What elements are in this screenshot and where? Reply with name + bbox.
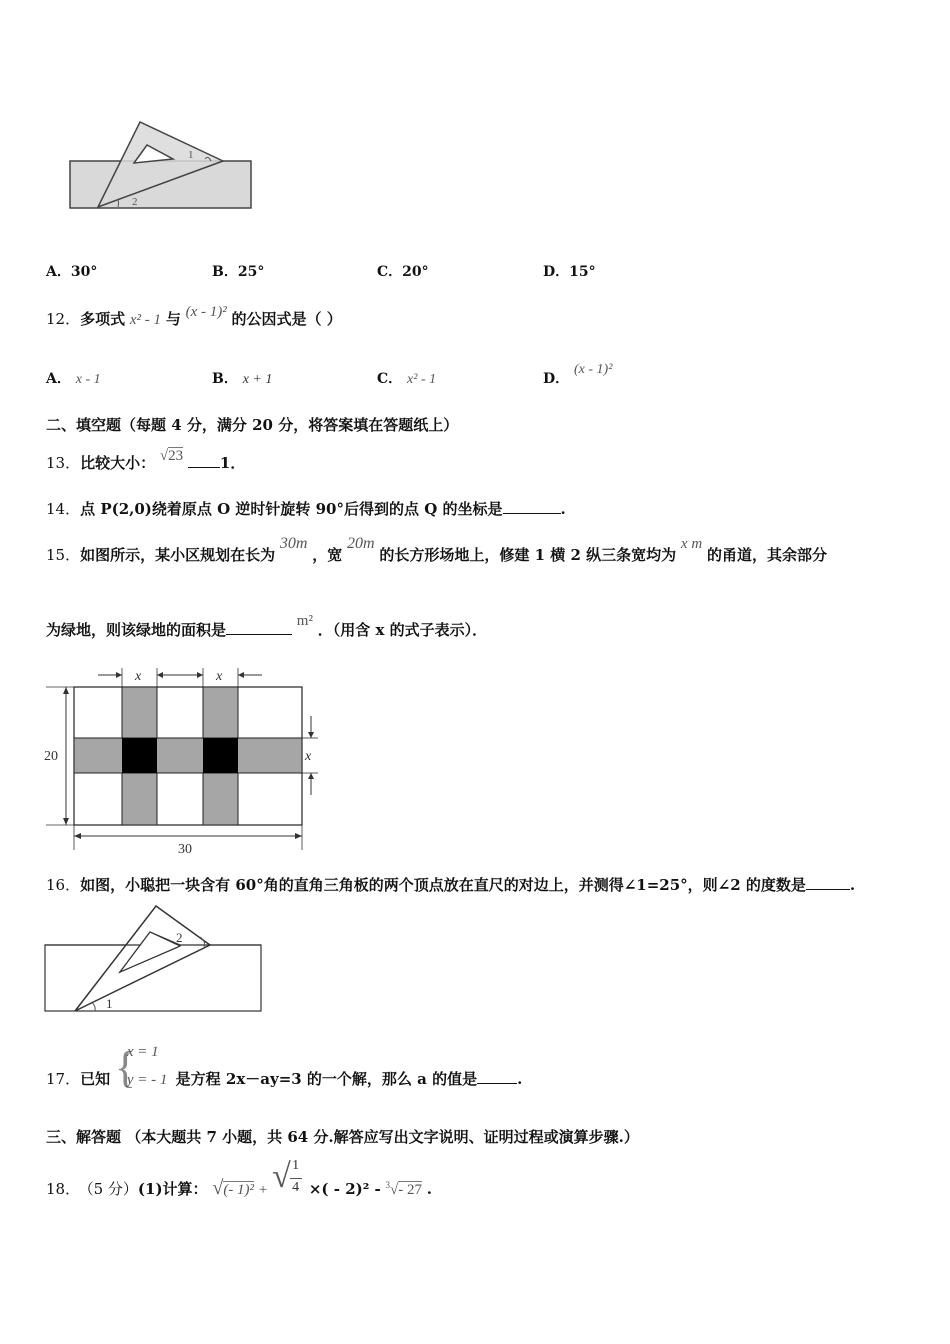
q11-option-b[interactable]: B．25° <box>212 264 265 280</box>
q11-option-a[interactable]: A．30° <box>46 264 98 280</box>
question-13: 13．比较大小： √23 1． <box>46 448 246 472</box>
q16-angle-2-label: 2 <box>176 930 183 945</box>
question-16: 16．如图，小聪把一块含有 60°角的直角三角板的两个顶点放在直尺的对边上，并测得∠1=25°，则∠2 的度数是 . <box>46 876 856 894</box>
question-14: 14．点 P(2,0)绕着原点 O 逆时针旋转 90°后得到的点 Q 的坐标是 . <box>46 500 566 518</box>
question-12: 12．多项式 x² - 1 与 (x - 1)² 的公因式是（ ） <box>46 304 342 328</box>
q12-expr2: (x - 1)² <box>185 304 227 320</box>
angle-2-label: 2 <box>132 196 138 208</box>
q14-answer-blank[interactable] <box>503 499 561 514</box>
equation-system: { x = 1 y = - 1 <box>114 1043 168 1092</box>
q16-figure <box>40 900 270 1016</box>
q13-answer-blank[interactable] <box>188 453 220 468</box>
q12-option-d[interactable]: D． (x - 1)² <box>543 362 613 387</box>
q15-height-label: 20 <box>44 749 58 764</box>
section-2-title: 二、填空题（每题 4 分，满分 20 分，将答案填在答题纸上） <box>46 416 459 434</box>
q16-angle-1-label: 1 <box>106 996 113 1011</box>
q15-width-label: 30 <box>178 842 192 857</box>
question-17: 17．已知 { x = 1 y = - 1 是方程 2x－ay=3 的一个解，那么 a 的值是 . <box>46 1043 523 1092</box>
q12-option-b[interactable]: B． x + 1 <box>212 371 273 387</box>
q12-option-c[interactable]: C． x² - 1 <box>377 371 437 387</box>
sqrt-23: √23 <box>159 448 184 464</box>
angle-1-label: 1 <box>188 149 194 161</box>
question-15-line2: 为绿地，则该绿地的面积是 m² ．（用含 x 的式子表示）． <box>46 613 488 639</box>
q16-answer-blank[interactable] <box>806 875 850 890</box>
cube-root-neg27: $^3$√- 27 <box>385 1180 423 1198</box>
sqrt-one-quarter: √ 1 4 <box>272 1180 304 1200</box>
q15-x-label-2: x <box>216 669 223 684</box>
q15-x-label-1: x <box>135 669 142 684</box>
q15-x-label-3: x <box>305 749 312 764</box>
q12-expr1: x² - 1 <box>129 312 162 328</box>
q15-figure <box>40 664 340 859</box>
section-3-title: 三、解答题 （本大题共 7 小题，共 64 分.解答应写出文字说明、证明过程或演算步骤.） <box>46 1128 639 1146</box>
question-18: 18． （5 分）(1)计算： √(- 1)² + √ 1 4 ×( - 2)² - $^3$√- 27 . <box>46 1158 433 1199</box>
question-15-line1: 15．如图所示，某小区规划在长为 30m ，宽 20m 的长方形场地上，修建 1 横 2 纵三条宽均为 x m 的甬道，其余部分 <box>46 535 827 564</box>
sqrt-neg1-squared: √(- 1)² <box>212 1177 255 1199</box>
q11-option-c[interactable]: C．20° <box>377 264 429 280</box>
q17-answer-blank[interactable] <box>477 1069 517 1084</box>
q11-option-d[interactable]: D．15° <box>543 264 596 280</box>
q15-answer-blank[interactable] <box>226 620 292 635</box>
q12-option-a[interactable]: A． x - 1 <box>46 371 101 387</box>
q11-figure <box>60 115 260 215</box>
